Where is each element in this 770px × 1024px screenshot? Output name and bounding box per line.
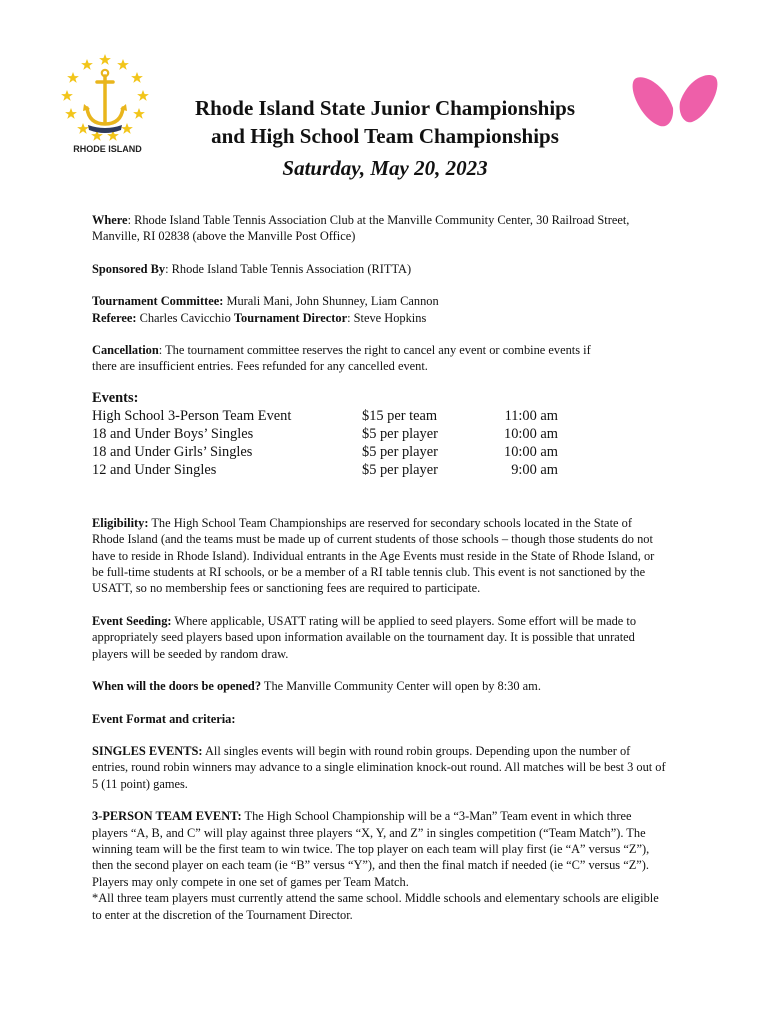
director-label: Tournament Director xyxy=(233,310,348,325)
eligibility-label: Eligibility: xyxy=(92,515,149,530)
sponsored-label: Sponsored By xyxy=(92,261,166,276)
format-heading: Event Format and criteria: xyxy=(92,711,236,726)
rhode-island-flag-anchor-stars-icon xyxy=(55,52,155,157)
event-row xyxy=(92,425,667,443)
event-date: Saturday, May 20, 2023 xyxy=(282,156,488,180)
committee-line xyxy=(92,293,667,309)
cancellation-label: Cancellation xyxy=(92,343,159,358)
committee-label: Tournament Committee: xyxy=(92,294,224,309)
where-label: Where xyxy=(92,213,128,227)
eligibility-text: The High School Team Championships are reserved for secondary schools located in the State of Rhode Island (and the teams must be made up of current students of those schools – though those students do not have to reside in Rhode Island). Individual entrants in the Age Events must reside in the State of Rhode Island, or be full-time students at RI schools, or be a member of a RI table tennis club. This event is not sanctioned by the USATT, so no membership fees or sanctioning fees are required to participate. xyxy=(92,515,655,596)
butterfly-wings-icon xyxy=(630,68,720,138)
team-text: The High School Championship will be a “3-Man” Team event in which three players “A, B, and C” will play against three players “X, Y, and Z” in singles competition (“Team Match”). The winning team will be the first team to win twice. The top player on each team will play first (ie “A” versus “Z”), then the second player on each team (ie “B” versus “Y”), and then the final match if needed (ie “C” versus “Z”). Players may only compete in one set of games per Team Match. xyxy=(92,809,650,889)
event-time: 10:00 am xyxy=(504,443,558,460)
where-paragraph xyxy=(92,212,667,245)
referee-label: Referee: xyxy=(92,310,137,325)
cancellation-paragraph xyxy=(92,342,612,375)
event-time: 10:00 am xyxy=(504,425,558,442)
events-table xyxy=(92,389,667,479)
page-title-line-1: Rhode Island State Junior Championships xyxy=(194,96,576,120)
where-text: : Rhode Island Table Tennis Association Club at the Manville Community Center, 30 Railroad Street, Manville, RI 02838 (above the Manville Post Office) xyxy=(92,213,630,244)
event-row xyxy=(92,461,667,479)
title-block xyxy=(150,94,620,183)
seeding-label: Event Seeding: xyxy=(92,613,172,628)
event-name: 18 and Under Boys’ Singles xyxy=(92,425,254,442)
eligibility-paragraph xyxy=(92,515,667,597)
event-name: High School 3-Person Team Event xyxy=(92,407,292,424)
committee-text: Murali Mani, John Shunney, Liam Cannon xyxy=(223,294,439,309)
referee-text: Charles Cavicchio xyxy=(136,310,234,325)
event-fee: $5 per player xyxy=(362,443,438,460)
document-body xyxy=(92,212,667,923)
team-note: *All three team players must currently attend the same school. Middle schools and elementary schools are eligible to enter at the discretion of the Tournament Director. xyxy=(92,891,659,922)
event-fee: $15 per team xyxy=(362,407,438,424)
event-name: 12 and Under Singles xyxy=(92,461,217,478)
doors-text: The Manville Community Center will open by 8:30 am. xyxy=(261,679,541,694)
cancellation-text: : The tournament committee reserves the right to cancel any event or combine events if there are insufficient entries. Fees refunded for any cancelled event. xyxy=(92,343,591,374)
event-name: 18 and Under Girls’ Singles xyxy=(92,443,253,460)
singles-paragraph xyxy=(92,743,667,792)
sponsored-text: : Rhode Island Table Tennis Association (RITTA) xyxy=(165,261,412,276)
sponsored-paragraph xyxy=(92,261,667,277)
events-heading: Events: xyxy=(92,389,139,406)
event-time: 9:00 am xyxy=(511,461,558,478)
logo-caption: RHODE ISLAND xyxy=(73,144,142,154)
event-row xyxy=(92,443,667,461)
team-label: 3-PERSON TEAM EVENT: xyxy=(92,809,242,824)
seeding-text: Where applicable, USATT rating will be applied to seed players. Some effort will be made to appropriately seed players based upon information available on the tournament day. It is possible that unrated players will be seeded by random draw. xyxy=(92,613,637,661)
page-title-line-2: and High School Team Championships xyxy=(211,124,559,148)
director-text: : Steve Hopkins xyxy=(347,310,427,325)
doors-paragraph xyxy=(92,678,667,694)
event-time: 11:00 am xyxy=(504,407,558,424)
singles-label: SINGLES EVENTS: xyxy=(92,743,203,758)
officials-line xyxy=(92,310,667,326)
event-fee: $5 per player xyxy=(362,425,438,442)
event-fee: $5 per player xyxy=(362,461,438,478)
seeding-paragraph xyxy=(92,613,667,662)
doors-label: When will the doors be opened? xyxy=(92,679,262,694)
event-row xyxy=(92,407,667,425)
team-paragraph xyxy=(92,808,667,890)
singles-text: All singles events will begin with round robin groups. Depending upon the number of entries, round robin winners may advance to a single elimination knock-out round. All matches will be best 3 out of 5 (11 point) games. xyxy=(92,743,666,791)
